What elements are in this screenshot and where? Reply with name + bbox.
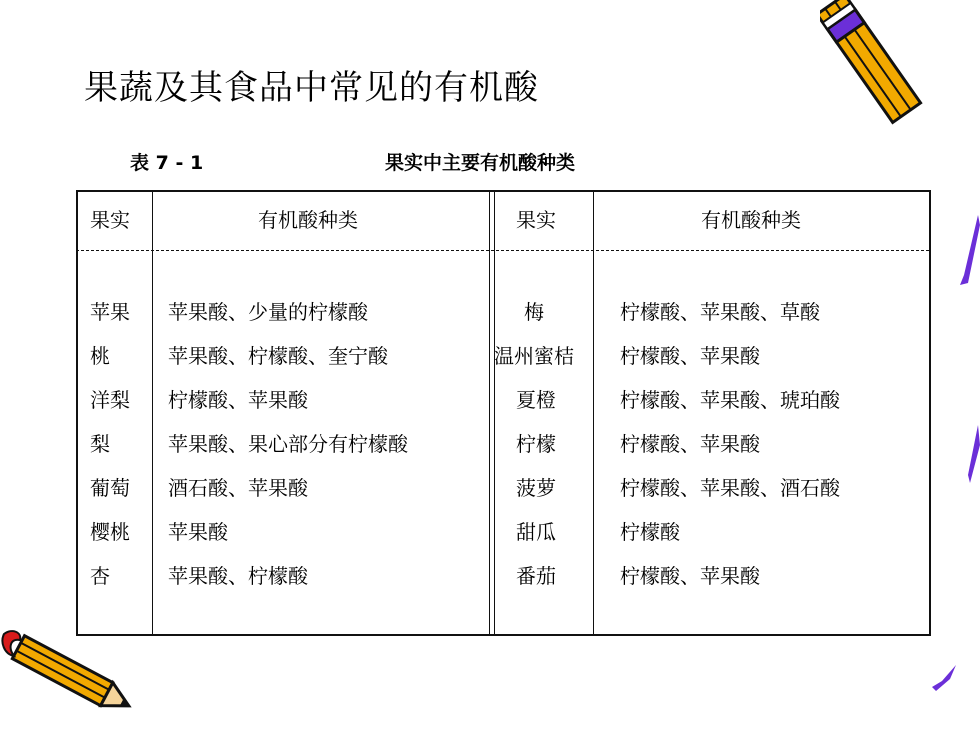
pencil-icon: [0, 628, 145, 728]
table-cell-fruit: 洋梨: [90, 388, 130, 412]
decorative-stroke-icon: [962, 425, 980, 485]
table-cell-fruit: 樱桃: [90, 520, 130, 544]
table-cell-acids: 柠檬酸、苹果酸: [620, 432, 760, 456]
table-cell-acids: 柠檬酸、苹果酸: [168, 388, 308, 412]
pencil-icon: [820, 0, 930, 128]
table-cell-acids: 酒石酸、苹果酸: [168, 476, 308, 500]
table-cell-acids: 苹果酸、柠檬酸: [168, 564, 308, 588]
table-cell-acids: 柠檬酸: [620, 520, 680, 544]
organic-acids-table: [76, 190, 929, 634]
table-cell-acids: 苹果酸: [168, 520, 228, 544]
header-acids-left: 有机酸种类: [258, 208, 358, 232]
column-divider: [152, 190, 153, 634]
table-cell-acids: 苹果酸、果心部分有柠檬酸: [168, 432, 408, 456]
table-cell-acids: 苹果酸、柠檬酸、奎宁酸: [168, 344, 388, 368]
table-number: 表 7 - 1: [130, 152, 204, 174]
table-cell-fruit: 梅: [524, 300, 544, 324]
table-cell-fruit: 甜瓜: [516, 520, 556, 544]
decorative-stroke-icon: [932, 665, 956, 691]
table-cell-fruit: 菠萝: [516, 476, 556, 500]
table-cell-fruit: 葡萄: [90, 476, 130, 500]
column-divider: [494, 190, 495, 634]
column-divider: [489, 190, 490, 634]
table-cell-acids: 柠檬酸、苹果酸: [620, 564, 760, 588]
table-caption: 果实中主要有机酸种类: [385, 152, 576, 174]
table-cell-fruit: 苹果: [90, 300, 130, 324]
table-cell-fruit: 温州蜜桔: [494, 344, 574, 368]
table-cell-fruit: 番茄: [516, 564, 556, 588]
slide-title: 果蔬及其食品中常见的有机酸: [84, 68, 539, 108]
table-cell-acids: 苹果酸、少量的柠檬酸: [168, 300, 368, 324]
header-acids-right: 有机酸种类: [701, 208, 801, 232]
table-cell-fruit: 杏: [90, 564, 110, 588]
table-cell-fruit: 梨: [90, 432, 110, 456]
table-cell-acids: 柠檬酸、苹果酸、琥珀酸: [620, 388, 840, 412]
table-cell-fruit: 夏橙: [516, 388, 556, 412]
table-cell-fruit: 柠檬: [516, 432, 556, 456]
column-divider: [593, 190, 594, 634]
table-cell-acids: 柠檬酸、苹果酸、酒石酸: [620, 476, 840, 500]
header-fruit-left: 果实: [90, 208, 130, 232]
header-divider: [76, 250, 929, 251]
table-cell-acids: 柠檬酸、苹果酸: [620, 344, 760, 368]
decorative-stroke-icon: [958, 215, 980, 285]
header-fruit-right: 果实: [516, 208, 556, 232]
table-cell-fruit: 桃: [90, 344, 110, 368]
table-cell-acids: 柠檬酸、苹果酸、草酸: [620, 300, 820, 324]
